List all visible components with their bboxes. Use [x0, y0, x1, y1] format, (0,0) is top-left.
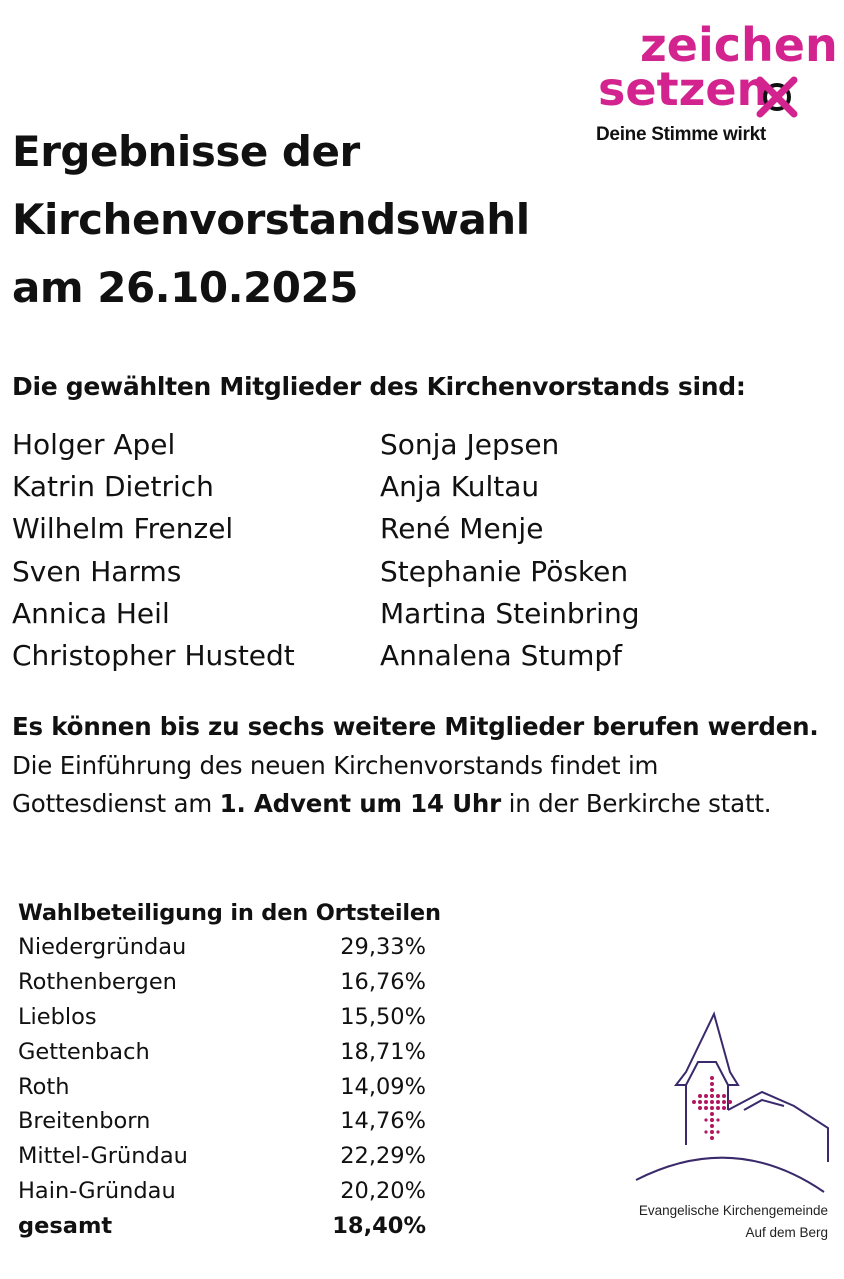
turnout-value: 14,09% — [340, 1073, 426, 1100]
turnout-place: Lieblos — [18, 1003, 97, 1030]
turnout-value: 18,71% — [340, 1038, 426, 1065]
member-name: René Menje — [380, 512, 544, 546]
info-line-3-pre: Gottesdienst am — [12, 789, 220, 818]
members-heading: Die gewählten Mitglieder des Kirchenvorstands sind: — [12, 372, 746, 401]
logo-word-zeichen: zeichen — [640, 18, 838, 72]
member-name: Sonja Jepsen — [380, 428, 560, 461]
member-name: Katrin Dietrich — [12, 470, 214, 504]
turnout-heading: Wahlbeteiligung in den Ortsteilen — [18, 900, 441, 926]
member-name: Martina Steinbring — [380, 596, 640, 630]
member-name: Christopher Hustedt — [12, 638, 295, 672]
member-name: Holger Apel — [12, 428, 176, 461]
turnout-value: 22,29% — [340, 1143, 426, 1170]
turnout-place: Rothenbergen — [18, 968, 177, 995]
turnout-place: Hain-Gründau — [18, 1178, 176, 1205]
church-caption-line-1: Evangelische Kirchengemeinde — [638, 1203, 828, 1218]
title-line-2: Kirchenvorstandswahl — [12, 195, 530, 244]
member-name: Stephanie Pösken — [380, 554, 629, 588]
logo-tagline: Deine Stimme wirkt — [596, 124, 766, 145]
members-list-left — [12, 424, 295, 677]
turnout-row — [18, 1139, 438, 1174]
zeichen-setzen-logo — [596, 18, 838, 152]
turnout-row — [18, 1000, 438, 1035]
turnout-table — [18, 896, 441, 1244]
turnout-place: Gettenbach — [18, 1038, 150, 1065]
member-name: Wilhelm Frenzel — [12, 512, 234, 546]
ballot-cross-icon — [754, 72, 800, 118]
turnout-row — [18, 1035, 438, 1070]
turnout-place: Breitenborn — [18, 1108, 151, 1135]
turnout-row — [18, 1104, 438, 1139]
church-caption — [639, 1200, 828, 1244]
turnout-row — [18, 1070, 438, 1105]
church-logo — [606, 1010, 836, 1250]
info-bold-line: Es können bis zu sechs weitere Mitglieder berufen werden. — [12, 712, 819, 741]
members-list-right — [380, 424, 639, 677]
turnout-place: Niedergründau — [18, 934, 187, 960]
turnout-value: 29,33% — [340, 934, 426, 960]
turnout-value: 16,76% — [340, 968, 426, 995]
member-name: Anja Kultau — [380, 470, 540, 504]
turnout-value: 14,76% — [340, 1108, 426, 1135]
info-line-3-post: in der Berkirche statt. — [501, 789, 772, 818]
turnout-total-label: gesamt — [18, 1213, 113, 1240]
turnout-value: 15,50% — [340, 1003, 426, 1030]
turnout-row — [18, 930, 438, 965]
member-name: Annalena Stumpf — [380, 638, 623, 672]
turnout-total-value: 18,40% — [332, 1213, 426, 1240]
turnout-place: Roth — [18, 1073, 70, 1100]
church-caption-line-2: Auf dem Berg — [745, 1225, 828, 1240]
info-line-2: Die Einführung des neuen Kirchenvorstands findet im — [12, 750, 659, 780]
turnout-place: Mittel-Gründau — [18, 1143, 188, 1170]
member-name: Annica Heil — [12, 596, 170, 630]
logo-word-setzen: setzen — [598, 62, 770, 116]
church-icon — [634, 1010, 834, 1200]
turnout-row — [18, 1174, 438, 1209]
title-line-3: am 26.10.2025 — [12, 263, 358, 312]
turnout-total-row — [18, 1209, 438, 1244]
info-line-3 — [12, 785, 819, 824]
info-paragraph — [12, 708, 819, 824]
info-line-3-bold: 1. Advent um 14 Uhr — [219, 789, 502, 818]
turnout-value: 20,20% — [340, 1178, 426, 1205]
page-title — [12, 118, 612, 322]
turnout-row — [18, 965, 438, 1000]
title-line-1: Ergebnisse der — [12, 127, 360, 176]
member-name: Sven Harms — [12, 554, 182, 588]
